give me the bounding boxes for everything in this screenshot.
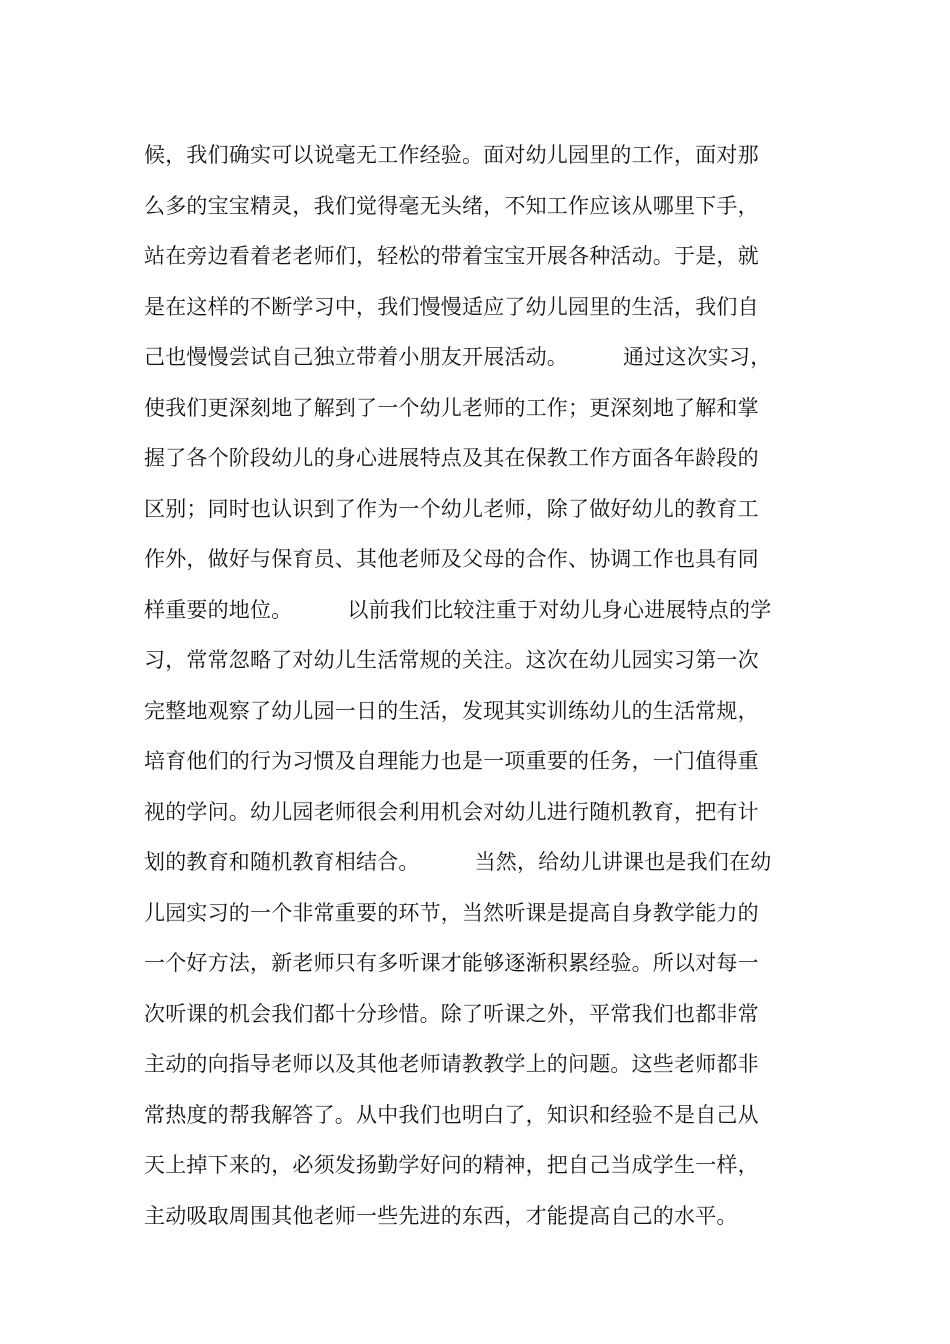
text-line-6: 使我们更深刻地了解到了一个幼儿老师的工作；更深刻地了解和掌	[144, 395, 759, 420]
text-line-2: 么多的宝宝精灵，我们觉得毫无头绪，不知工作应该从哪里下手，	[144, 193, 759, 218]
text-line-14: 视的学问。幼儿园老师很会利用机会对幼儿进行随机教育，把有计	[144, 799, 759, 824]
text-line-12: 完整地观察了幼儿园一日的生活，发现其实训练幼儿的生活常规，	[144, 698, 759, 723]
text-line-19: 主动的向指导老师以及其他老师请教教学上的问题。这些老师都非	[144, 1052, 759, 1076]
text-line-5: 己也慢慢尝试自己独立带着小朋友开展活动。 通过这次实习，	[144, 345, 772, 369]
text-line-15: 划的教育和随机教育相结合。 当然，给幼儿讲课也是我们在幼	[144, 850, 772, 874]
text-line-21: 天上掉下来的，必须发扬勤学好问的精神，把自己当成学生一样，	[144, 1153, 759, 1177]
text-line-20: 常热度的帮我解答了。从中我们也明白了，知识和经验不是自己从	[144, 1102, 759, 1127]
text-line-4: 是在这样的不断学习中，我们慢慢适应了幼儿园里的生活，我们自	[144, 294, 759, 319]
text-line-7: 握了各个阶段幼儿的身心进展特点及其在保教工作方面各年龄段的	[144, 446, 759, 470]
text-line-3: 站在旁边看着老老师们，轻松的带着宝宝开展各种活动。于是，就	[144, 244, 759, 268]
text-line-11: 习，常常忽略了对幼儿生活常规的关注。这次在幼儿园实习第一次	[144, 648, 759, 672]
text-line-18: 次听课的机会我们都十分珍惜。除了听课之外，平常我们也都非常	[144, 1001, 759, 1026]
text-line-17: 一个好方法，新老师只有多听课才能够逐渐积累经验。所以对每一	[144, 951, 759, 975]
text-line-10: 样重要的地位。 以前我们比较注重于对幼儿身心进展特点的学	[144, 597, 772, 622]
text-line-8: 区别；同时也认识到了作为一个幼儿老师，除了做好幼儿的教育工	[144, 496, 759, 521]
body-text	[144, 130, 814, 1241]
text-line-13: 培育他们的行为习惯及自理能力也是一项重要的任务，一门值得重	[144, 749, 759, 773]
text-line-16: 儿园实习的一个非常重要的环节，当然听课是提高自身教学能力的	[144, 900, 759, 925]
text-line-1: 候，我们确实可以说毫无工作经验。面对幼儿园里的工作，面对那	[144, 143, 759, 167]
text-line-9: 作外，做好与保育员、其他老师及父母的合作、协调工作也具有同	[144, 547, 759, 571]
text-line-22: 主动吸取周围其他老师一些先进的东西，才能提高自己的水平。	[144, 1203, 738, 1228]
